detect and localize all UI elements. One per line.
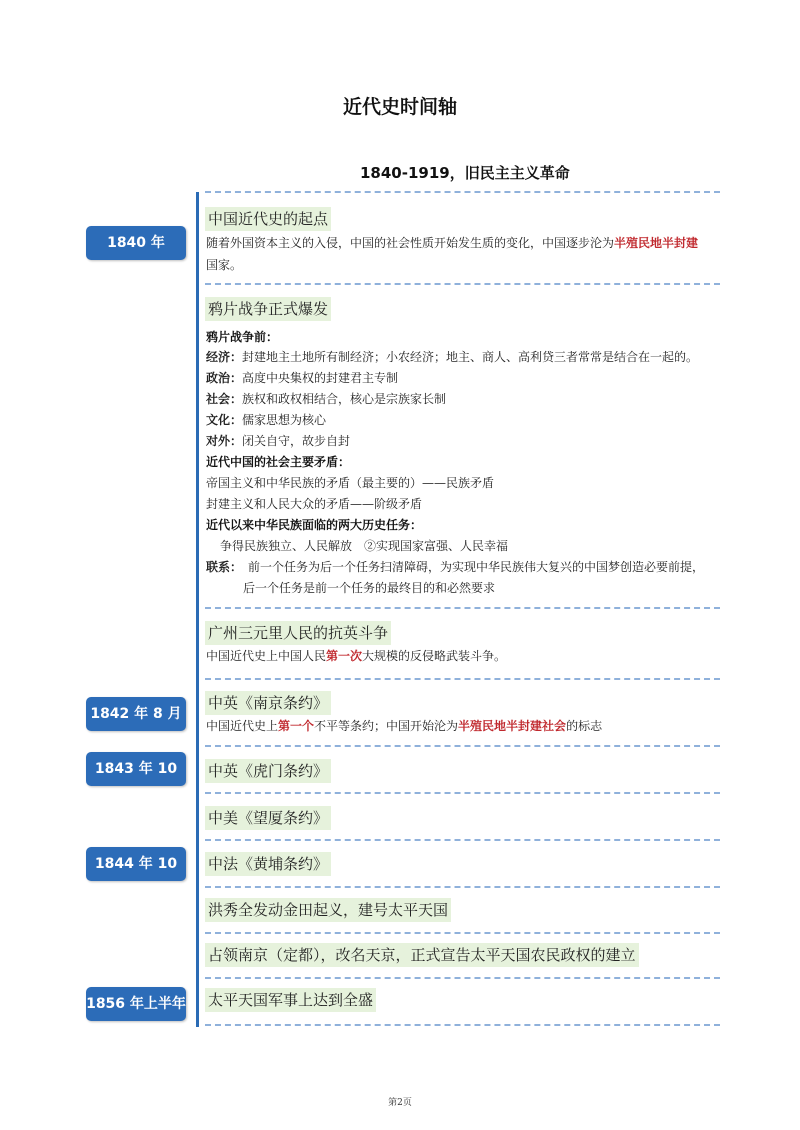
divider — [205, 607, 720, 609]
divider — [205, 678, 720, 680]
item-text: 族权和政权相结合，核心是宗族家长制 — [242, 392, 447, 406]
event-heading-opium-war: 鸦片战争正式爆发 — [205, 297, 331, 321]
item-label: 经济： — [206, 350, 243, 364]
desc-text: 随着外国资本主义的入侵，中国的社会性质开始发生质的变化，中国逐步沦为 — [206, 236, 615, 250]
event-desc-nanjing-treaty — [206, 717, 602, 735]
item-label: 文化： — [206, 413, 243, 427]
desc-text: 中国近代史上 — [206, 719, 279, 733]
event-heading-tianjing-capital: 占领南京（定都），改名天京，正式宣告太平天国农民政权的建立 — [205, 943, 639, 967]
subheading-before-war: 鸦片战争前： — [206, 330, 279, 344]
highlight-first-time: 第一次 — [326, 649, 363, 663]
divider — [205, 886, 720, 888]
link-text: 前一个任务为后一个任务扫清障碍，为实现中华民族伟大复兴的中国梦创造必要前提， — [248, 560, 705, 574]
link-line-1 — [206, 558, 704, 576]
event-desc-sanyuanli — [206, 647, 506, 665]
event-heading-humen-treaty: 中英《虎门条约》 — [205, 759, 331, 783]
desc-text: 中国近代史上中国人民 — [206, 649, 327, 663]
section-title: 1840-1919，旧民主主义革命 — [360, 164, 570, 182]
highlight-semi-colonial: 半殖民地半封建 — [614, 236, 699, 250]
highlight-first-treaty: 第一个 — [278, 719, 315, 733]
contradiction-national: 帝国主义和中华民族的矛盾（最主要的）——民族矛盾 — [206, 476, 495, 490]
year-badge-1844: 1844 年 10 月 — [86, 847, 186, 881]
list-item-culture — [206, 411, 326, 429]
item-text: 封建地主土地所有制经济；小农经济；地主、商人、高利贷三者常常是结合在一起的。 — [242, 350, 699, 364]
divider — [205, 977, 720, 979]
list-item-economy — [206, 348, 698, 366]
event-heading-jintian-uprising: 洪秀全发动金田起义，建号太平天国 — [205, 898, 451, 922]
divider — [205, 792, 720, 794]
event-heading-huangpu-treaty: 中法《黄埔条约》 — [205, 852, 331, 876]
year-badge-1843: 1843 年 10 月 — [86, 752, 186, 786]
event-heading-modern-history-start: 中国近代史的起点 — [205, 207, 331, 231]
desc-text: 大规模的反侵略武装斗争。 — [362, 649, 507, 663]
desc-text: 的标志 — [566, 719, 603, 733]
item-text: 儒家思想为核心 — [242, 413, 327, 427]
list-item-politics — [206, 369, 398, 387]
item-label: 社会： — [206, 392, 243, 406]
link-label: 联系： — [206, 560, 237, 574]
item-label: 对外： — [206, 434, 243, 448]
divider — [205, 283, 720, 285]
desc-text: 不平等条约；中国开始沦为 — [314, 719, 459, 733]
tasks-text: 争得民族独立、人民解放 ②实现国家富强、人民幸福 — [220, 539, 509, 553]
item-text: 闭关自守，故步自封 — [242, 434, 351, 448]
event-heading-sanyuanli: 广州三元里人民的抗英斗争 — [205, 621, 391, 645]
page-title: 近代史时间轴 — [342, 96, 457, 118]
highlight-semi-colonial-society: 半殖民地半封建社会 — [458, 719, 567, 733]
event-heading-wangxia-treaty: 中美《望厦条约》 — [205, 806, 331, 830]
divider — [205, 932, 720, 934]
divider — [205, 745, 720, 747]
item-text: 高度中央集权的封建君主专制 — [242, 371, 399, 385]
subheading-contradictions: 近代中国的社会主要矛盾： — [206, 455, 351, 469]
item-label: 政治： — [206, 371, 243, 385]
subheading-tasks: 近代以来中华民族面临的两大历史任务： — [206, 518, 423, 532]
divider — [205, 839, 720, 841]
year-badge-1842: 1842 年 8 月 — [86, 697, 186, 731]
divider — [205, 1024, 720, 1026]
list-item-foreign — [206, 432, 350, 450]
year-badge-1856: 1856 年上半年 — [86, 987, 186, 1021]
list-item-society — [206, 390, 446, 408]
section-divider — [205, 191, 720, 193]
link-line-2: 后一个任务是前一个任务的最终目的和必然要求 — [243, 581, 496, 595]
timeline-axis — [196, 192, 199, 1027]
event-heading-nanjing-treaty: 中英《南京条约》 — [205, 691, 331, 715]
page-number: 第2页 — [388, 1098, 412, 1108]
desc-text-cont: 国家。 — [206, 258, 243, 272]
event-heading-taiping-peak: 太平天国军事上达到全盛 — [205, 988, 376, 1012]
event-desc-modern-history-start — [206, 232, 711, 276]
year-badge-1840: 1840 年 — [86, 226, 186, 260]
contradiction-class: 封建主义和人民大众的矛盾——阶级矛盾 — [206, 497, 423, 511]
